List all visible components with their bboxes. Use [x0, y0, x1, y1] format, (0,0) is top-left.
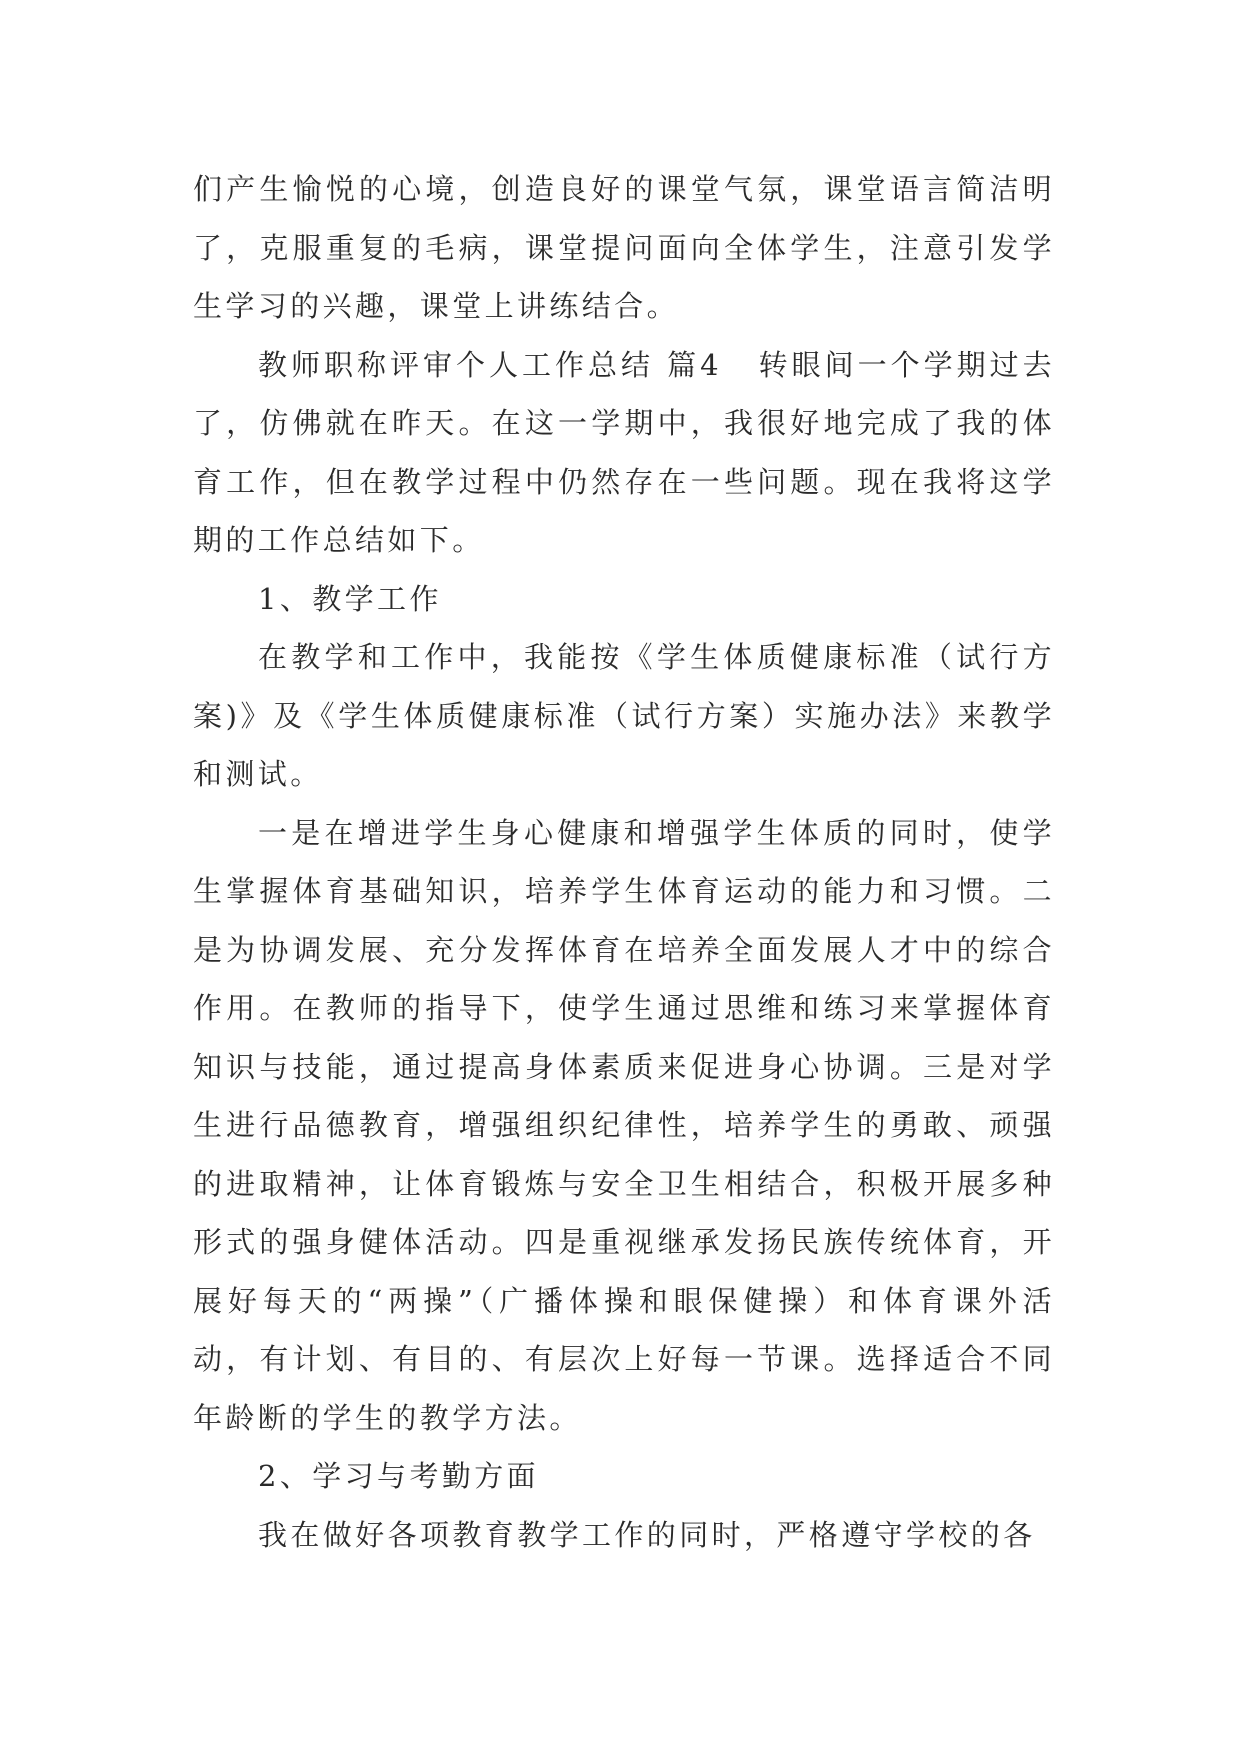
section-heading: 教师职称评审个人工作总结 篇4: [258, 347, 723, 382]
paragraph-teaching-details: 一是在增进学生身心健康和增强学生体质的同时，使学生掌握体育基础知识，培养学生体育运动的能力和习惯。二是为协调发展、充分发挥体育在培养全面发展人才中的综合作用。在教师的指导下，使学生通过思维和练习来掌握体育知识与技能，通过提高身体素质来促进身心协调。三是对学生进行品德教育，增强组织纪律性，培养学生的勇敢、顽强的进取精神，让体育锻炼与安全卫生相结合，积极开展多种形式的强身健体活动。四是重视继承发扬民族传统体育，开展好每天的“两操”（广播体操和眼保健操）和体育课外活动，有计划、有目的、有层次上好每一节课。选择适合不同年龄断的学生的教学方法。: [193, 815, 1055, 1435]
paragraph-section-4-intro: [193, 336, 1055, 570]
paragraph-text: 转眼间一个学期过去了，仿佛就在昨天。在这一学期中，我很好地完成了我的体育工作，但在教学过程中仍然存在一些问题。现在我将这学期的工作总结如下。: [193, 347, 1055, 557]
paragraph-study-attendance: 我在做好各项教育教学工作的同时，严格遵守学校的各: [258, 1517, 1036, 1552]
document-page: [193, 160, 1055, 1564]
subheading-study-attendance: 2、学习与考勤方面: [258, 1459, 540, 1493]
paragraph-teaching-standard: 在教学和工作中，我能按《学生体质健康标准（试行方案)》及《学生体质健康标准（试行方案）实施办法》来教学和测试。: [193, 640, 1055, 791]
paragraph-continuation: 们产生愉悦的心境，创造良好的课堂气氛，课堂语言简洁明了，克服重复的毛病，课堂提问面向全体学生，注意引发学生学习的兴趣，课堂上讲练结合。: [193, 172, 1055, 323]
subheading-teaching-work: 1、教学工作: [258, 581, 442, 616]
